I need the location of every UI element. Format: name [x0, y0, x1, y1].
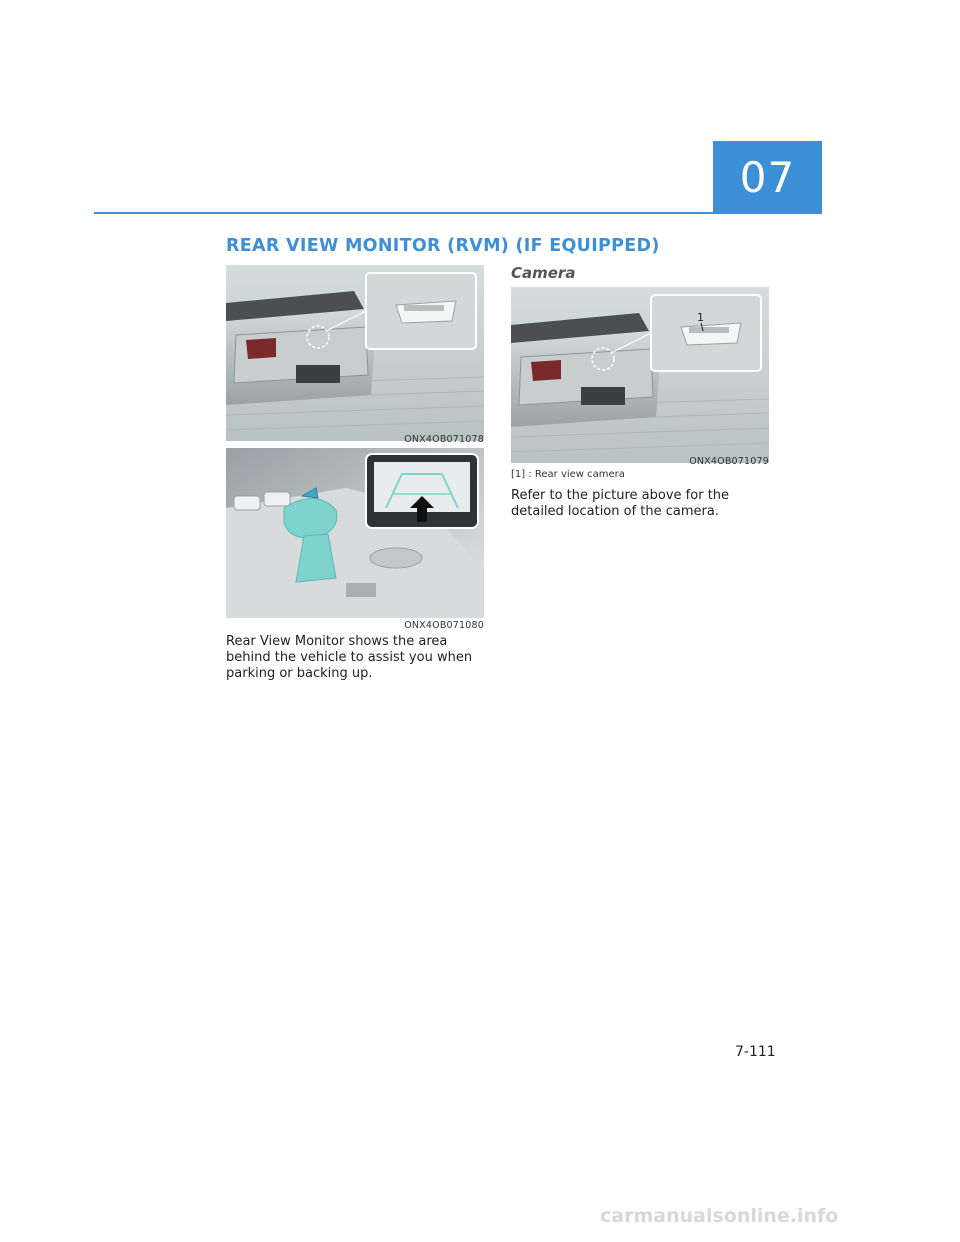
header-rule	[94, 212, 713, 214]
chapter-number: 07	[739, 153, 796, 202]
section-title: REAR VIEW MONITOR (RVM) (IF EQUIPPED)	[226, 236, 660, 256]
camera-description: Refer to the picture above for the detailed location of the camera.	[511, 488, 730, 519]
tailgate-camera-figure	[226, 265, 484, 441]
rear-camera-illustration	[511, 287, 769, 463]
figure-code: ONX4OB071079	[689, 456, 769, 467]
console-button-figure	[226, 448, 484, 618]
figure-code: ONX4OB071078	[404, 434, 484, 445]
figure-code: ONX4OB071080	[404, 620, 484, 631]
camera-callout: 1	[697, 311, 704, 324]
tailgate-camera-illustration	[226, 265, 484, 441]
rvm-description: Rear View Monitor shows the area behind the vehicle to assist you when parking or backing up.	[226, 634, 473, 681]
page-number: 7-111	[735, 1044, 776, 1060]
camera-heading: Camera	[511, 264, 576, 282]
figure-caption: [1] : Rear view camera	[511, 469, 625, 480]
chapter-tab	[713, 141, 822, 214]
watermark: carmanualsonline.info	[600, 1205, 839, 1227]
rear-camera-figure	[511, 287, 769, 463]
console-button-illustration	[226, 448, 484, 618]
